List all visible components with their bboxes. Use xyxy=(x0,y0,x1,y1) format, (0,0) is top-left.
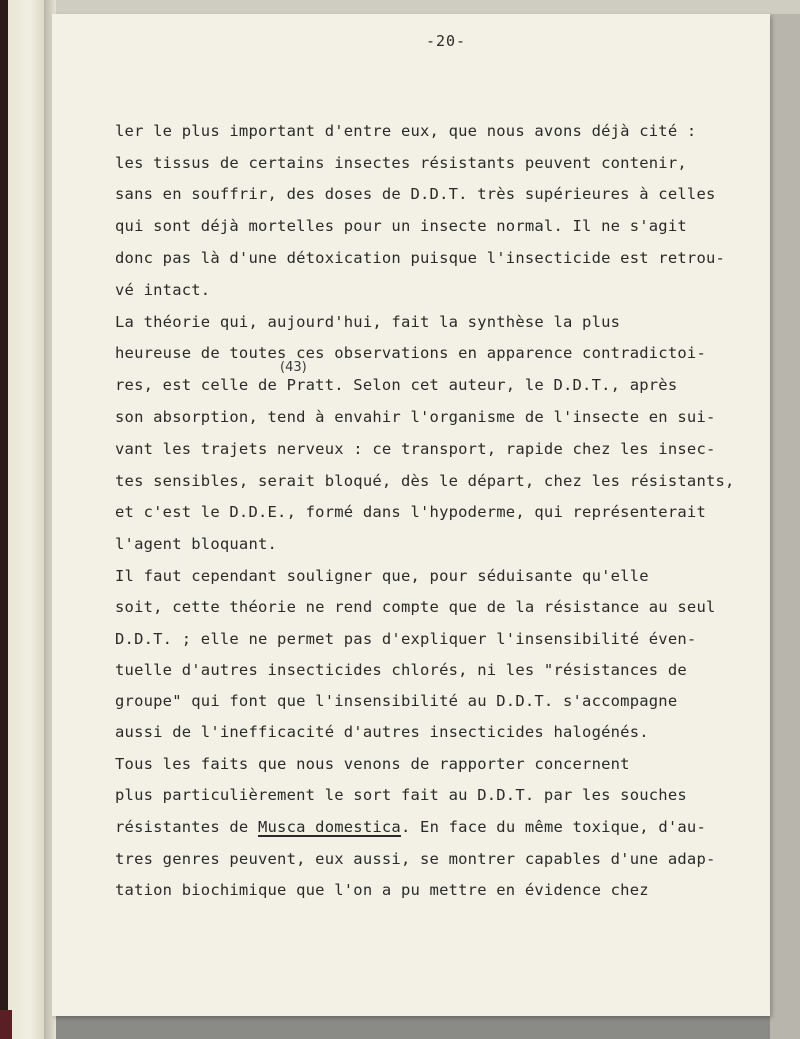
text-line: res, est celle de Pratt. Selon cet auteur, le D.D.T., après xyxy=(115,376,678,394)
text-line: vé intact. xyxy=(115,281,211,299)
text-line: tes sensibles, serait bloqué, dès le départ, chez les résistants, xyxy=(115,472,735,490)
page-number: -20- xyxy=(425,32,467,50)
text-line: et c'est le D.D.E., formé dans l'hypoderme, qui représenterait xyxy=(115,503,706,521)
text-line: La théorie qui, aujourd'hui, fait la synthèse la plus xyxy=(115,313,621,331)
text-line: sans en souffrir, des doses de D.D.T. très supérieures à celles xyxy=(115,185,716,203)
text-line: vant les trajets nerveux : ce transport, rapide chez les insec- xyxy=(115,440,716,458)
text-line: les tissus de certains insectes résistants peuvent contenir, xyxy=(115,154,687,172)
text-line: D.D.T. ; elle ne permet pas d'expliquer l'insensibilité éven- xyxy=(115,630,697,648)
text-line: heureuse de toutes ces observations en apparence contradictoi- xyxy=(115,344,706,362)
reference-marker: (43) xyxy=(280,360,307,375)
text-line xyxy=(115,818,706,836)
text-line: Tous les faits que nous venons de rapporter concernent xyxy=(115,755,630,773)
text-line: donc pas là d'une détoxication puisque l'insecticide est retrou- xyxy=(115,249,726,267)
text-line: ler le plus important d'entre eux, que nous avons déjà cité : xyxy=(115,122,697,140)
text-segment: résistantes de xyxy=(115,818,258,836)
text-line: Il faut cependant souligner que, pour séduisante qu'elle xyxy=(115,567,649,585)
text-line: aussi de l'inefficacité d'autres insecticides halogénés. xyxy=(115,723,649,741)
text-line: tation biochimique que l'on a pu mettre en évidence chez xyxy=(115,881,649,899)
binding-cloth xyxy=(0,1010,12,1039)
species-name: Musca domestica xyxy=(257,818,401,836)
text-line: son absorption, tend à envahir l'organisme de l'insecte en sui- xyxy=(115,408,716,426)
text-line: qui sont déjà mortelles pour un insecte normal. Il ne s'agit xyxy=(115,217,687,235)
text-segment: . En face du même toxique, d'au- xyxy=(400,818,706,836)
text-line: tres genres peuvent, eux aussi, se montrer capables d'une adap- xyxy=(115,850,716,868)
text-line: l'agent bloquant. xyxy=(115,535,278,553)
left-page-edge xyxy=(8,0,44,1039)
text-line: plus particulièrement le sort fait au D.D.T. par les souches xyxy=(115,786,687,804)
right-page-edge xyxy=(770,14,800,1039)
text-line: tuelle d'autres insecticides chlorés, ni les "résistances de xyxy=(115,661,687,679)
text-line: groupe" qui font que l'insensibilité au D.D.T. s'accompagne xyxy=(115,692,678,710)
text-line: soit, cette théorie ne rend compte que de la résistance au seul xyxy=(115,598,716,616)
